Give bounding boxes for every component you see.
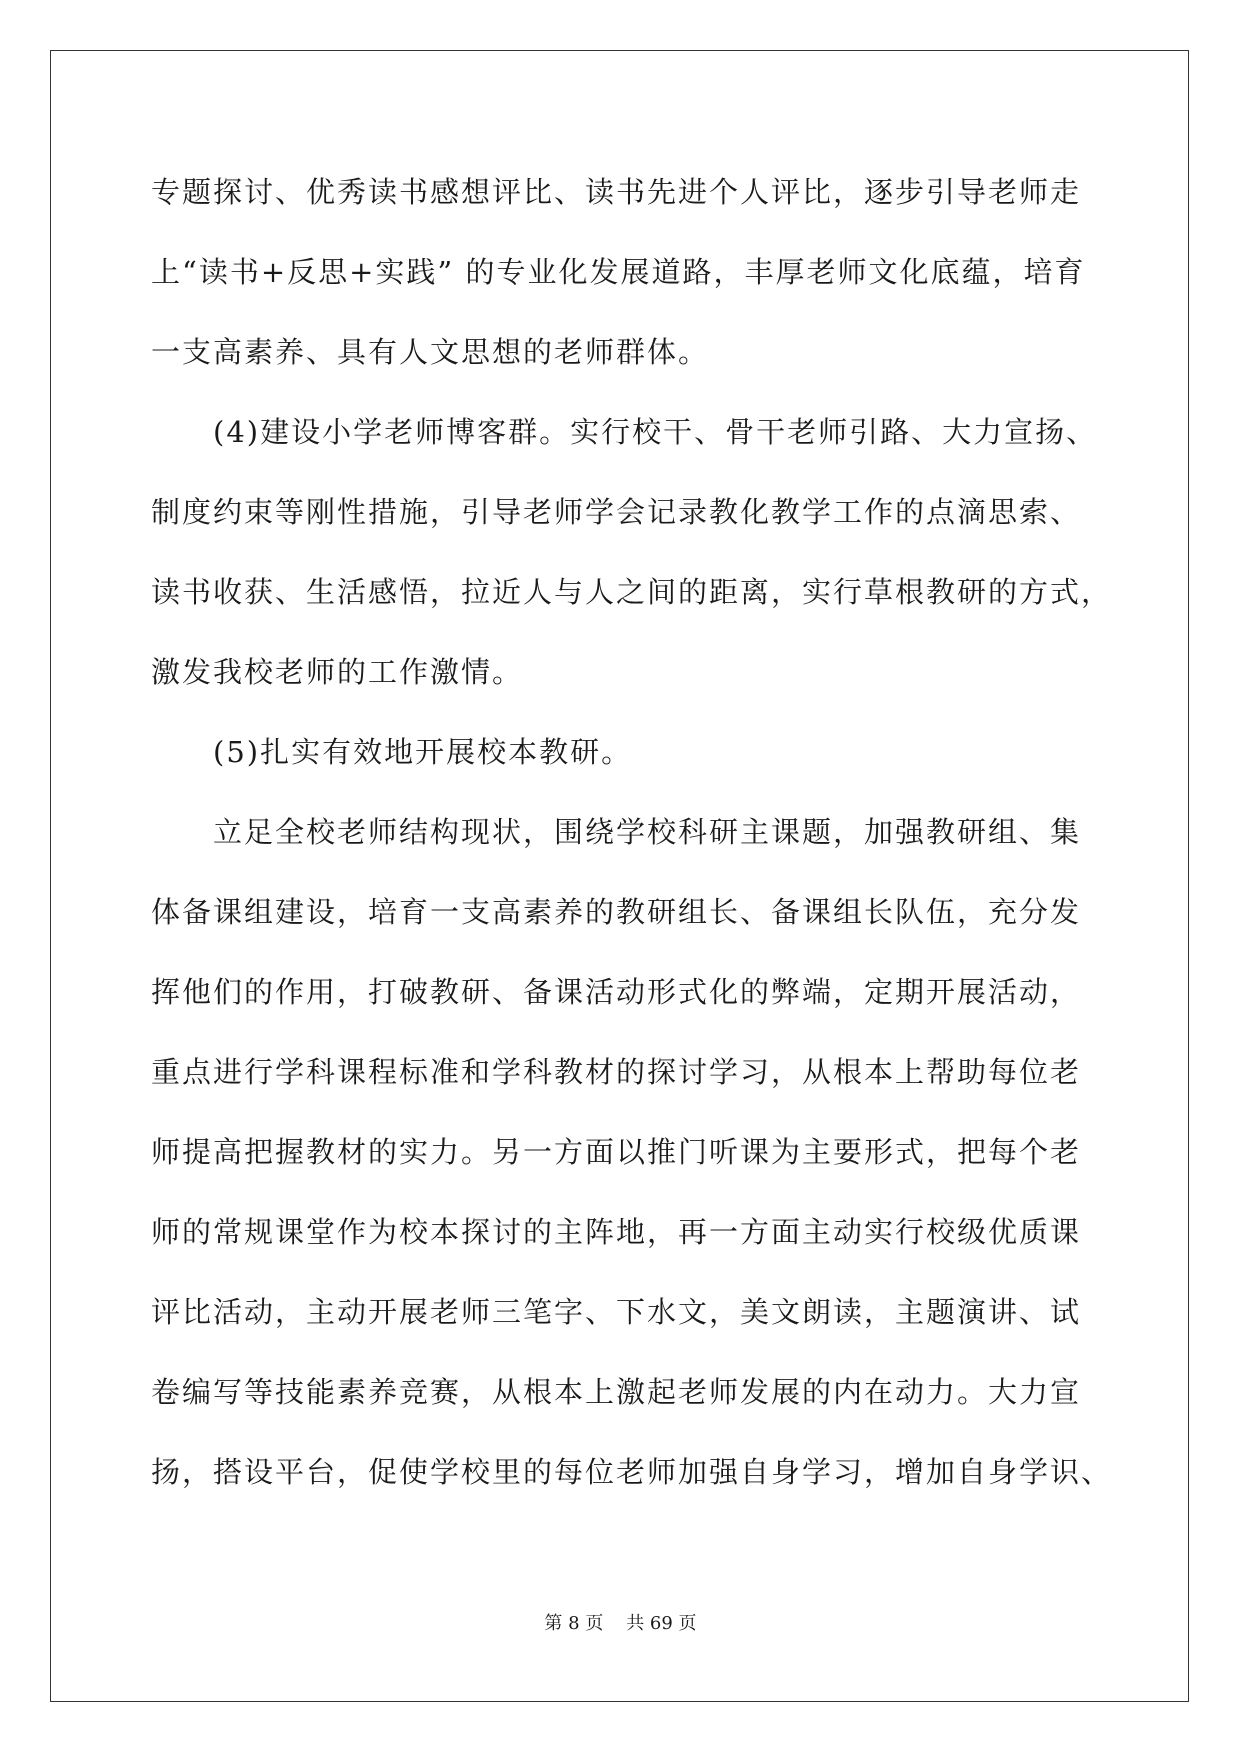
text-line: 挥他们的作用，打破教研、备课活动形式化的弊端，定期开展活动， — [151, 975, 1082, 1009]
text-line: 上“读书+反思+实践” 的专业化发展道路，丰厚老师文化底蕴，培育 — [151, 255, 1086, 289]
text-line: 评比活动，主动开展老师三笔字、下水文，美文朗读，主题演讲、试 — [151, 1295, 1082, 1329]
text-line: 激发我校老师的工作激情。 — [151, 655, 524, 689]
text-line: 专题探讨、优秀读书感想评比、读书先进个人评比，逐步引导老师走 — [151, 175, 1082, 209]
text-line: 立足全校老师结构现状，围绕学校科研主课题，加强教研组、集 — [151, 815, 1082, 849]
text-line: 师的常规课堂作为校本探讨的主阵地，再一方面主动实行校级优质课 — [151, 1215, 1082, 1249]
page-number-footer: 第 8 页 共 69 页 — [544, 1613, 697, 1634]
text-line: 扬，搭设平台，促使学校里的每位老师加强自身学习，增加自身学识、 — [151, 1455, 1113, 1489]
text-line: (5)扎实有效地开展校本教研。 — [151, 735, 633, 769]
text-line: (4)建设小学老师博客群。实行校干、骨干老师引路、大力宣扬、 — [151, 415, 1098, 449]
text-line: 体备课组建设，培育一支高素养的教研组长、备课组长队伍，充分发 — [151, 895, 1082, 929]
text-line: 重点进行学科课程标准和学科教材的探讨学习，从根本上帮助每位老 — [151, 1055, 1082, 1089]
text-line: 制度约束等刚性措施，引导老师学会记录教化教学工作的点滴思索、 — [151, 495, 1082, 529]
text-line: 一支高素养、具有人文思想的老师群体。 — [151, 335, 710, 369]
text-line: 卷编写等技能素养竞赛，从根本上激起老师发展的内在动力。大力宣 — [151, 1375, 1082, 1409]
text-line: 读书收获、生活感悟，拉近人与人之间的距离，实行草根教研的方式， — [151, 575, 1113, 609]
text-line: 师提高把握教材的实力。另一方面以推门听课为主要形式，把每个老 — [151, 1135, 1082, 1169]
